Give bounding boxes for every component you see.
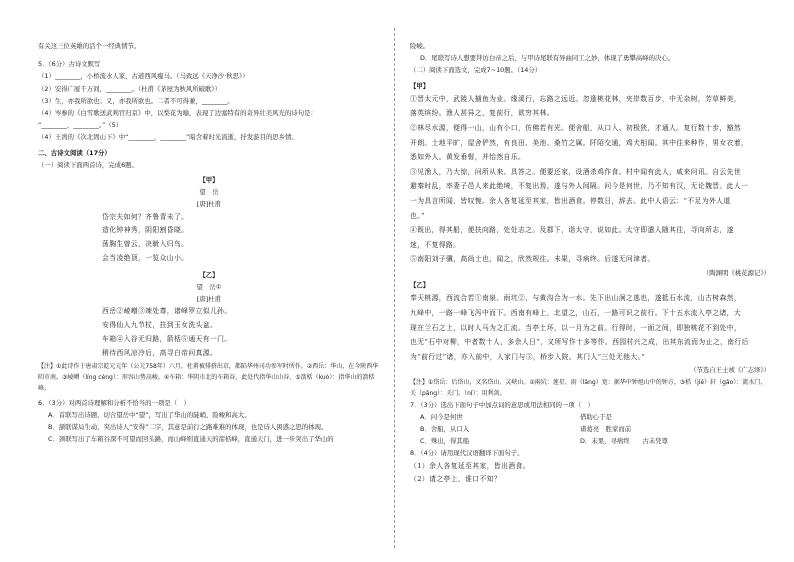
poem-1-line: 会当凌绝顶，一览众山小。 [102, 254, 189, 263]
question-7-option-b-compare: 诸葛亮 胜家而前 [580, 424, 632, 433]
passage-jia-line: ⑤南阳刘子骥，高尚士也，闻之，欣然规往。未果，寻病终。后遂无问津者。 [410, 255, 655, 264]
poem-2-line: 西岳②崚嶒③竦处尊，诸峰罗立似儿孙。 [102, 307, 232, 316]
poem-1-line: 岱宗夫如何？齐鲁青未了。 [102, 212, 189, 221]
text-line: 险峻。 [410, 42, 430, 50]
question-7-option-b: B．舍船，从口入 [420, 424, 470, 433]
poem-1-line: 造化钟神秀，阴阳割昏晓。 [102, 226, 189, 235]
poem-1-author: [唐]杜甫 [196, 200, 222, 209]
passage-yi-line: 九峰中，一路一峰飞泻中而下。西南有峰上，北望之，山石，一路可识之前行。下十五水流入亭之诸，大 [410, 308, 742, 317]
passage-jia-line: ①晋太元中，武陵人捕鱼为业。缘溪行，忘路之远近。忽逢桃花林，夹岸数百步，中无杂树，芳草鲜美， [410, 94, 742, 103]
question-7-option-a: A．问今是何世 [420, 412, 463, 421]
passage-yi-line: 也无“石中对柳，中者数十人，多余人日”，又所写作十多等作。西园村兴之成，出其东流而为止之，南行后 [410, 338, 749, 347]
passage-yi-notes: 【注】①岱岳：后岱山，又名岱山、灵峡山。②兩坑：莲星、雨（lǎng）宽：据华中钟旭山中的钟方。③栝（jié）轩（gǎo）：流水门，关（pǎng）：关门。（nǐ）：用利剑。 [410, 378, 767, 397]
passage-jia-line: ③见渔人，乃大惊，问所从来。具答之。便要还家，设酒杀鸡作食。村中闻有此人，咸来问讯。自云先世 [410, 167, 742, 176]
section-2-heading: 二、古诗文阅读（17分） [38, 148, 111, 157]
question-5-item-2: （2）安得广厦千万间，________。（杜甫《茅屋为秋风所破歌》） [38, 84, 221, 93]
passage-jia-line: 落英缤纷。渔人甚异之，复前行，欲穷其林。 [410, 109, 554, 118]
passage-jia-line: ④既出，得其船，便扶向路，处处志之。及郡下，诣太守，说如此。太守即遣人随其往，寻向所志，遂 [410, 226, 734, 235]
right-column [398, 0, 794, 562]
passage-jia-tag: 【甲】 [410, 81, 430, 90]
question-7-option-d: D．未果，寻病终 古未凭尊 [580, 437, 668, 446]
question-7-option-a-compare: 借助心于是 [580, 412, 612, 421]
question-7-title: 7．（3分）选出下面句子中加点词的意思或用法相同的一项（ ） [410, 400, 594, 409]
text-line: 有关这三位英雄的活个一经典情节。 [38, 42, 141, 50]
poem-1-tag: 【甲】 [199, 176, 219, 185]
passage-jia-line: ②林尽水源，便得一山，山有小口，仿佛若有光。便舍船，从口入。初极狭，才通人。复行数十步，豁然 [410, 124, 742, 132]
subsection-1-heading: （一）阅读下面两首诗，完成6题。 [38, 160, 138, 169]
passage-jia-source: （陶渊明《桃花源记》） [702, 268, 770, 277]
question-7-option-c: C．殊出，得其船 [420, 437, 470, 446]
question-6-option-a: A．首联写出诗题，切合望岳中“望”，写出了华山的陡峭、险峻和高大。 [48, 410, 251, 419]
question-5-item-4-cont: “________，________。”（5） [38, 121, 123, 130]
passage-jia-line: 开朗。土地平旷，屋舍俨然，有良田、美池、桑竹之属。阡陌交通，鸡犬相闻。其中往来种作，男女衣着， [410, 138, 749, 147]
question-6-option-d: D．尾联写诗人想要拜访白帝之后，与甲诗尾联有异曲同工之妙，体现了勇攀高峰的决心。 [420, 54, 675, 63]
poem-2-title: 望 岳① [196, 283, 222, 292]
poem-1-title: 望 岳 [199, 188, 219, 197]
poem-2-line: 安得仙人九节杖，拄到玉女洗头盆。 [102, 321, 218, 330]
poem-2-tag: 【乙】 [199, 270, 219, 279]
question-8-title: 8．（4分）请用现代汉语翻译下面句子。 [410, 449, 524, 458]
poem-1-line: 荡胸生曾云，决眦入归鸟。 [102, 240, 189, 249]
question-5-item-5: （4）王湾的《次北固山下》中“________，________”暗含着时光流逝，抒发游目的思乡情。 [38, 133, 298, 142]
poem-2-line: 车箱④入谷无归路，箭栝⑤通天有一门。 [102, 335, 232, 344]
question-8-item-1: （1）余人各复延至其家，皆出酒食。 [410, 461, 530, 470]
question-5-item-3: （3）生，亦我所欲也；义，亦我所欲也。二者不可得兼，________。 [38, 96, 234, 105]
left-column [0, 0, 390, 562]
passage-jia-line: 一为具言所闻，皆叹惋。余人各复延至其家，皆出酒食。停数日，辞去。此中人语云：“不足为外人道 [410, 196, 731, 205]
passage-jia-line: 迷，不复得路。 [410, 240, 461, 249]
poem-2-line: 稍待西风凉冷后，高寻白帝问真源。 [102, 348, 218, 357]
question-5-item-1: （1）________，小桥流水人家，古道西风瘦马。（马致远《天净沙·秋思》） [38, 72, 249, 81]
question-6-option-b: B．颔联谋局生动，突出诗人“安得”二字，其意是前行之路难难的体现，也是诗人困惑之思的体现。 [48, 423, 328, 432]
column-divider [394, 28, 395, 548]
passage-yi-line: 现在兰石之上，以时人马为之汇流。当亭土坏，以一月为之前。行得时，一面之间，即独桃花不到处中， [410, 323, 742, 332]
question-5-title: 5．（6分）古诗文默写 [38, 60, 101, 69]
poem-2-author: [唐]杜甫 [196, 295, 222, 304]
passage-jia-line: 悉如外人。黄发垂髫，并怡然自乐。 [410, 153, 526, 162]
question-6-title: 6．（3分）对两首诗理解和分析不恰当的一项是（ ） [38, 398, 190, 407]
passage-yi-line: 为“前行过”诸，亦入前中，人家门与③，桥步入院。其门人“三处无他大。” [410, 352, 646, 361]
subsection-2-heading: （二）阅读下面选文，完成7~10题。（14分） [410, 66, 542, 75]
poem-notes: 【注】①此诗作于唐肃宗乾元元年（公元758年）六月，杜甫被排挤出京，都陷华州司功参军时所作。②西岳：华山，在今陕西华阴市南。③崚嶒（líng céng）：形容山势高峻。④车箱：华阴市北的车箱谷，此处代指华山山谷。⑤箭栝（kuò）：指华山的箭栝峰。 [38, 362, 379, 392]
passage-yi-line: 奉天桃源，西流合若①南泉、雨坑②，与黄沟合为一水。先下出山涧之逃也，遂抵石水流，山古树森然， [410, 294, 742, 303]
question-6-option-c: C．颈联写出了车箱谷深不可望而回头路，而山峰则直通天的箭栝峰，直通天门，进一步突出了华山的 [48, 435, 334, 444]
passage-jia-line: 也。” [410, 211, 425, 220]
passage-yi-source: （节选自王士祯《广志绎》） [690, 366, 770, 375]
question-5-item-4: （4）岑参的《白雪歌送武判官归京》中，以梨花为喻，表现了边塞特有的奇异壮美风光的诗句是： [38, 109, 317, 118]
passage-yi-tag: 【乙】 [410, 281, 430, 290]
question-8-item-2: （2）请之亭上，谁口不知？ [410, 475, 502, 484]
passage-jia-line: 避秦时乱，率妻子邑人来此绝境，不复出焉，遂与外人间隔。问今是何世，乃不知有汉，无论魏晋。此人一 [410, 182, 749, 191]
